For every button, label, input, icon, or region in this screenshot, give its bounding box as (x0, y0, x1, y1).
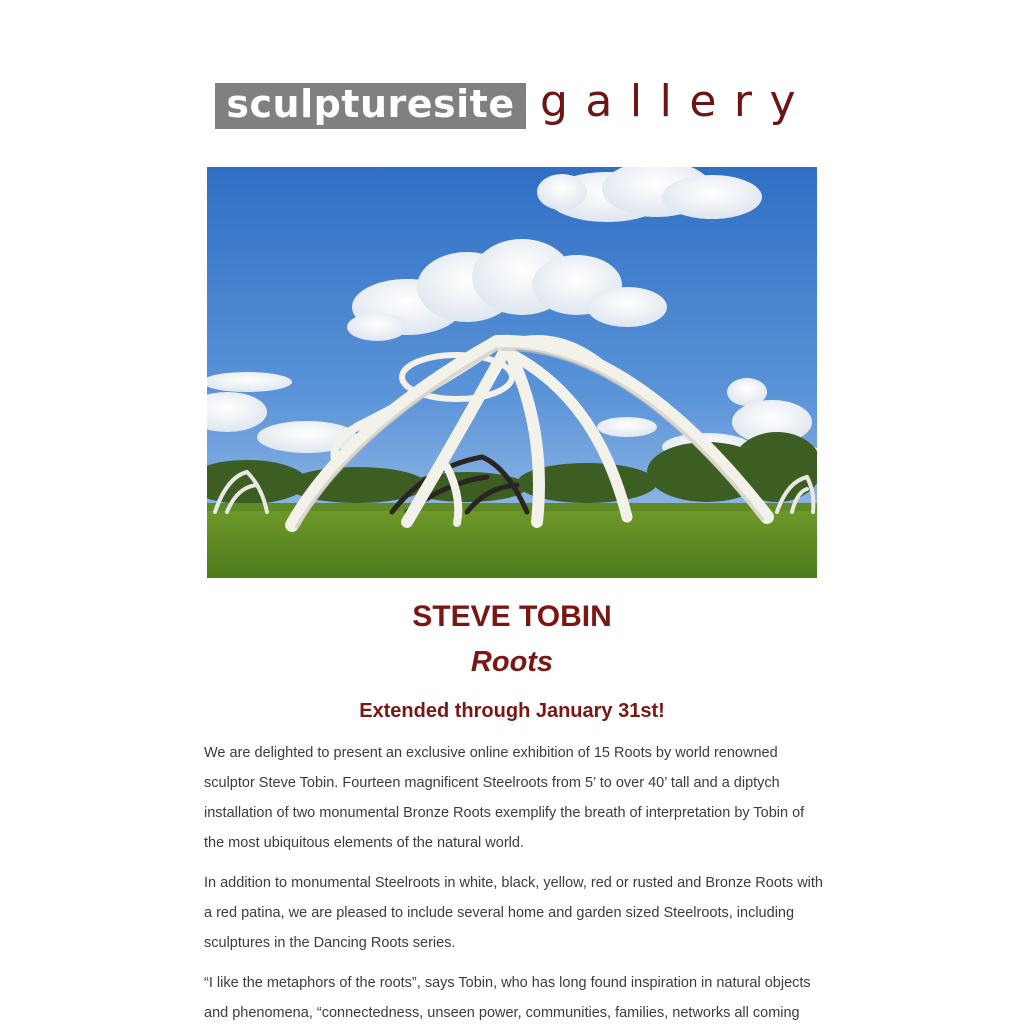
hero-sculpture-photo[interactable] (207, 167, 817, 578)
paragraph-steelroots: In addition to monumental Steelroots in white, black, yellow, red or rusted and Bronze Roots with a red patina, we are pleased to include several home and garden sized Steelroots, including sculptures in the Dancing Roots series. (204, 875, 823, 951)
logo-sculpturesite: sculpturesite (215, 83, 526, 129)
paragraph-intro: We are delighted to present an exclusive online exhibition of 15 Roots by world renowned sculptor Steve Tobin. Fourteen magnificent Steelroots from 5’ to over 40’ tall and a diptych installation of two monumental Bronze Roots exemplify the breath of interpretation by Tobin of the most ubiquitous elements of the natural world. (204, 745, 805, 851)
logo-gallery: gallery (540, 76, 814, 127)
sculpture-photo-icon (207, 167, 817, 578)
site-logo[interactable] (215, 76, 814, 129)
exhibition-description (204, 738, 824, 1024)
extended-notice: Extended through January 31st! (359, 700, 665, 722)
artist-name: STEVE TOBIN (412, 600, 612, 633)
series-title: Roots (470, 646, 554, 678)
paragraph-quote: “I like the metaphors of the roots”, says Tobin, who has long found inspiration in natural objects and phenomena, “connectedness, unseen power, communities, families, networks all coming (204, 975, 811, 1021)
